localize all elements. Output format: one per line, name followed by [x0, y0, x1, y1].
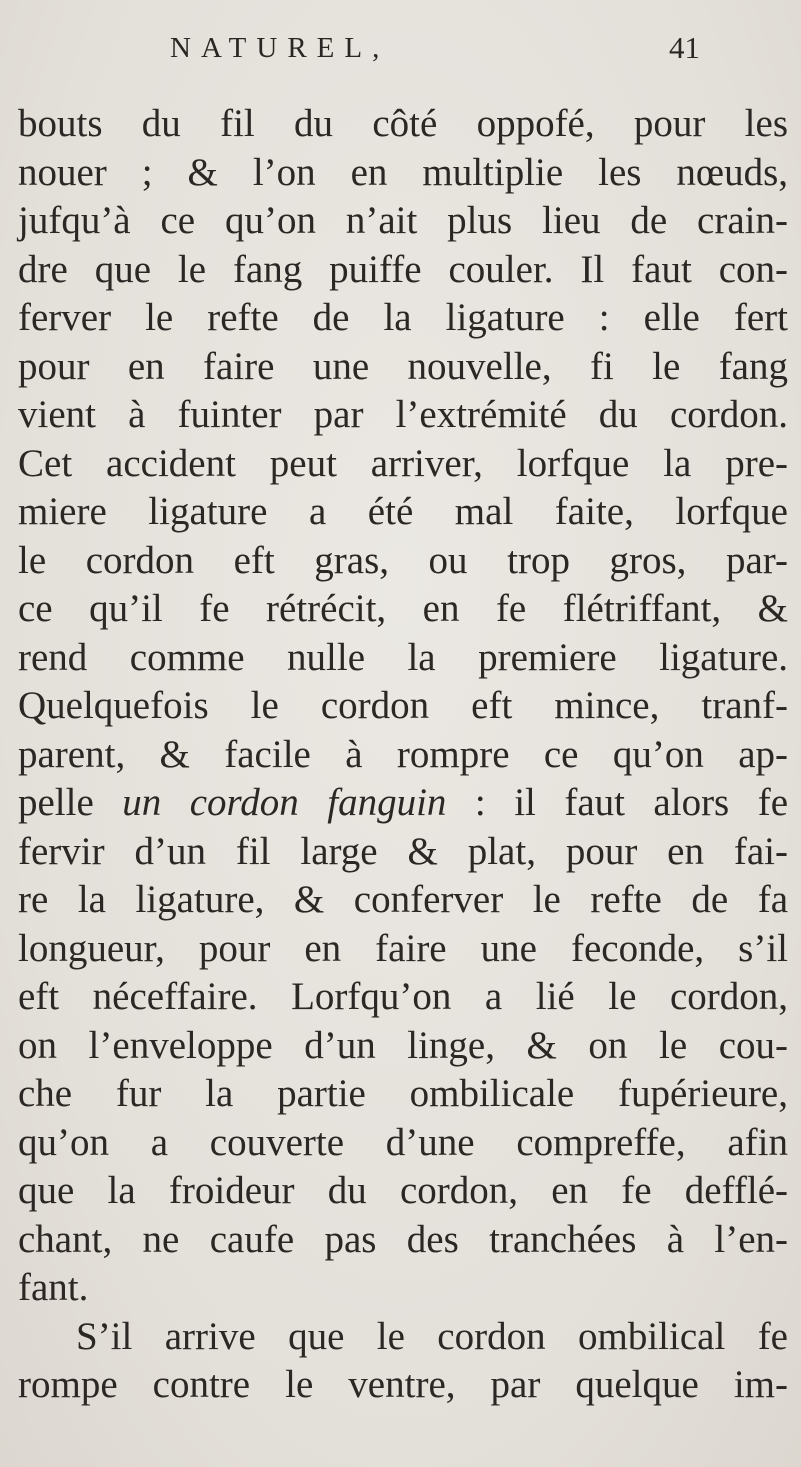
text-line: nouer ; & l’on en multiplie les nœuds, — [18, 150, 788, 194]
text-line: on l’enveloppe d’un linge, & on le cou- — [18, 1023, 788, 1067]
text-line: re la ligature, & conferver le refte de fa — [18, 878, 788, 921]
running-head — [0, 8, 801, 68]
text-line: ce qu’il fe rétrécit, en fe flétriffant, & — [18, 587, 788, 630]
text-line: Cet accident peut arriver, lorfque la pre- — [18, 441, 788, 485]
text-line: pelle un cordon fanguin : il faut alors fe — [18, 781, 789, 824]
text-line: chant, ne caufe pas des tranchées à l’en- — [18, 1217, 788, 1261]
text-line: che fur la partie ombilicale fupérieure, — [18, 1072, 788, 1115]
text-line: le cordon eft gras, ou trop gros, par- — [18, 538, 788, 582]
body-text — [18, 100, 788, 1410]
text-line: parent, & facile à rompre ce qu’on ap- — [18, 732, 788, 776]
text-line: vient à fuinter par l’extrémité du cordon. — [18, 393, 788, 436]
text-line: rompe contre le ventre, par quelque im- — [18, 1363, 788, 1406]
text-line: fant. — [18, 1266, 89, 1309]
text-line: S’il arrive que le cordon ombilical fe — [76, 1314, 788, 1358]
text-line: pour en faire une nouvelle, fi le fang — [18, 344, 788, 388]
text-line: longueur, pour en faire une feconde, s’il — [18, 926, 788, 970]
text-line: ferver le refte de la ligature : elle fert — [18, 296, 788, 339]
text-line: bouts du fil du côté oppofé, pour les — [18, 102, 788, 145]
text-line: jufqu’à ce qu’on n’ait plus lieu de crain- — [18, 199, 788, 242]
text-line: que la froideur du cordon, en fe defflé- — [18, 1169, 788, 1212]
text-line: Quelquefois le cordon eft mince, tranf- — [18, 684, 788, 727]
text-line: qu’on a couverte d’une compreffe, afin — [18, 1120, 788, 1164]
running-title: NATUREL, — [170, 32, 390, 64]
page-number: 41 — [669, 30, 700, 65]
text-line: dre que le fang puiffe couler. Il faut con- — [18, 247, 788, 291]
text-line: eft néceffaire. Lorfqu’on a lié le cordon, — [18, 975, 788, 1018]
text-line: miere ligature a été mal faite, lorfque — [18, 490, 788, 533]
text-line: rend comme nulle la premiere ligature. — [18, 635, 788, 679]
italic-phrase: un cordon fanguin — [122, 781, 447, 824]
text-line: fervir d’un fil large & plat, pour en fai- — [18, 829, 788, 873]
